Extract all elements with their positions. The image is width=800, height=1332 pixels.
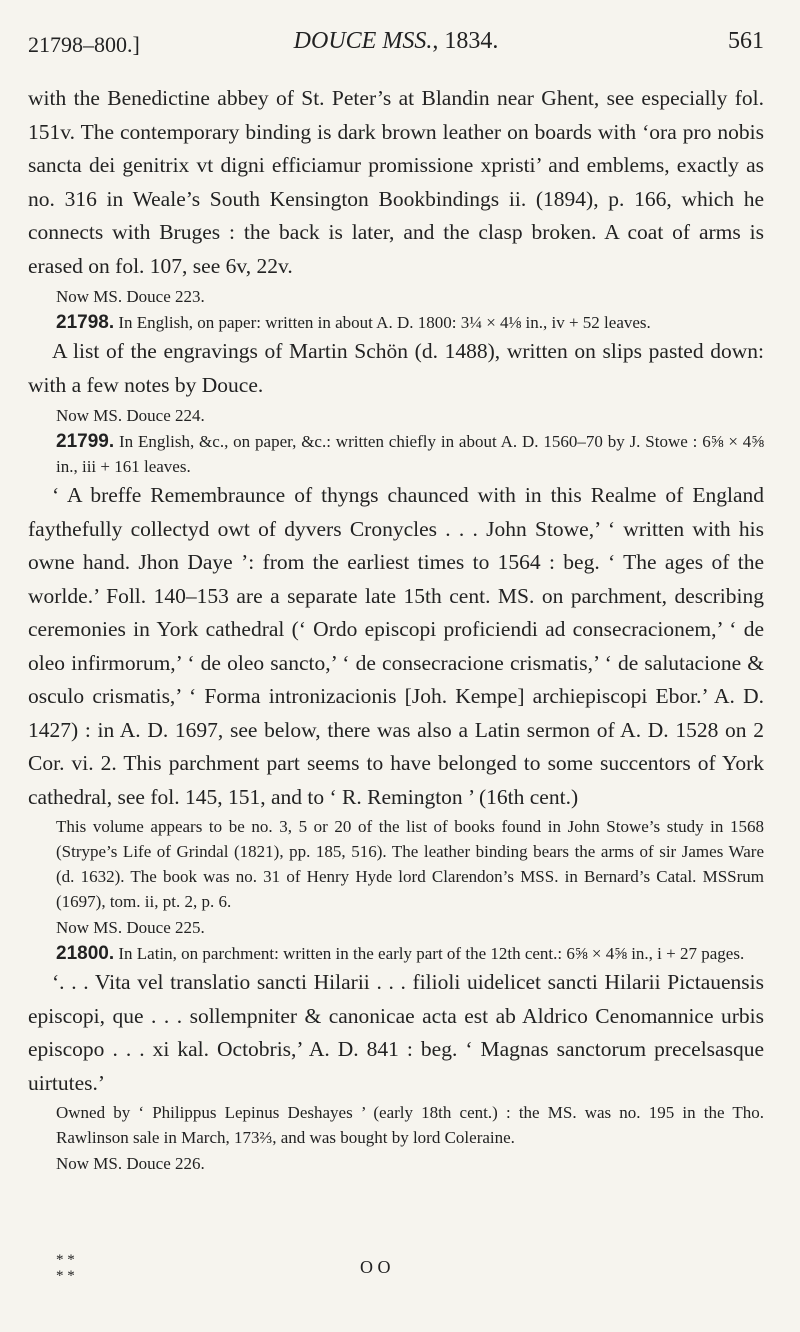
entry-number: 21800. [56,943,115,964]
entry-description: In English, &c., on paper, &c.: written chiefly in about A. D. 1560–70 by J. Stowe : 6⅝ × 4⅝ in., iii + 161 leaves. [56,432,765,476]
entry-paragraph: ‘. . . Vita vel translatio sancti Hilarii . . . filioli uidelicet sancti Hilarii Pictauensis episcopi, que . . . sollempniter & canonicae acta est ab Aldrico Cenomannice urbis episcopo . . . xi kal. Octobris,’ A. D. 841 : beg. ‘ Magnas sanctorum precelsasque uirtutes.’ [28,970,764,1095]
page-footer [56,1252,556,1302]
entry-head [28,310,764,335]
entry-now: Now MS. Douce 224. [56,406,205,425]
header-year: , 1834. [432,28,499,54]
entry-note: This volume appears to be no. 3, 5 or 20 of the list of books found in John Stowe’s study in 1568 (Strype’s Life of Grindal (1821), pp. 185, 516). The leather binding bears the arms of sir James Ware (d. 1632). The book was no. 31 of Henry Hyde lord Clarendon’s MSS. in Bernard’s Catal. MSSrum (1697), tom. ii, pt. 2, p. 6. [56,817,764,911]
entry-paragraph: A list of the engravings of Martin Schön (d. 1488), written on slips pasted down: with a few notes by Douce. [28,339,764,397]
running-header [28,28,764,62]
header-title [28,28,764,55]
header-title-text: DOUCE MSS. [293,28,433,54]
page-number: 561 [728,28,764,54]
entry-note: Owned by ‘ Philippus Lepinus Deshayes ’ (early 18th cent.) : the MS. was no. 195 in the Tho. Rawlinson sale in March, 173⅔, and was bought by lord Coleraine. [56,1103,764,1147]
entry-description: In English, on paper: written in about A. D. 1800: 3¼ × 4⅛ in., iv + 52 leaves. [118,313,651,332]
intro-now: Now MS. Douce 223. [56,287,205,306]
entry-head [28,429,764,479]
entry-now: Now MS. Douce 225. [56,918,205,937]
entry-head [28,941,764,966]
signature-mark: O O [360,1257,391,1277]
footer-stars: * * * * [56,1252,75,1284]
entry-number: 21798. [56,312,115,333]
intro-paragraph: with the Benedictine abbey of St. Peter’s at Blandin near Ghent, see especially fol. 151v. The contemporary binding is dark brown leather on boards with ‘ora pro nobis sancta dei genitrix vt digni efficiamur promissione xpristi’ and emblems, exactly as no. 316 in Weale’s South Kensington Bookbindings ii. (1894), p. 166, which he connects with Bruges : the back is later, and the clasp broken. A coat of arms is erased on fol. 107, see 6v, 22v. [28,86,764,278]
entry-number: 21799. [56,431,115,452]
entry-21798 [28,310,764,429]
entry-description: In Latin, on parchment: written in the early part of the 12th cent.: 6⅝ × 4⅝ in., i + 27 pages. [118,944,745,963]
header-range: 21798–800.] [28,32,140,57]
page-body [28,82,764,1177]
entry-21799 [28,429,764,941]
entry-now: Now MS. Douce 226. [56,1154,205,1173]
entry-21800 [28,941,764,1177]
entry-paragraph: ‘ A breffe Remembraunce of thyngs chaunced with in this Realme of England faythefully collectyd owt of dyvers Cronycles . . . John Stowe,’ ‘ written with his owne hand. Jhon Daye ’: from the earliest times to 1564 : beg. ‘ The ages of the worlde.’ Foll. 140–153 are a separate late 15th cent. MS. on parchment, describing ceremonies in York cathedral (‘ Ordo episcopi proficiendi ad consecracionem,’ ‘ de oleo infirmorum,’ ‘ de oleo sancto,’ ‘ de consecracione crismatis,’ ‘ de salutacione & osculo crismatis,’ ‘ Forma intronizacionis [Joh. Kempe] archiepiscopi Ebor.’ A. D. 1427) : in A. D. 1697, see below, there was also a Latin sermon of A. D. 1528 on 2 Cor. vi. 2. This parchment part seems to have belonged to some succentors of York cathedral, see fol. 145, 151, and to ‘ R. Remington ’ (16th cent.) [28,483,764,809]
